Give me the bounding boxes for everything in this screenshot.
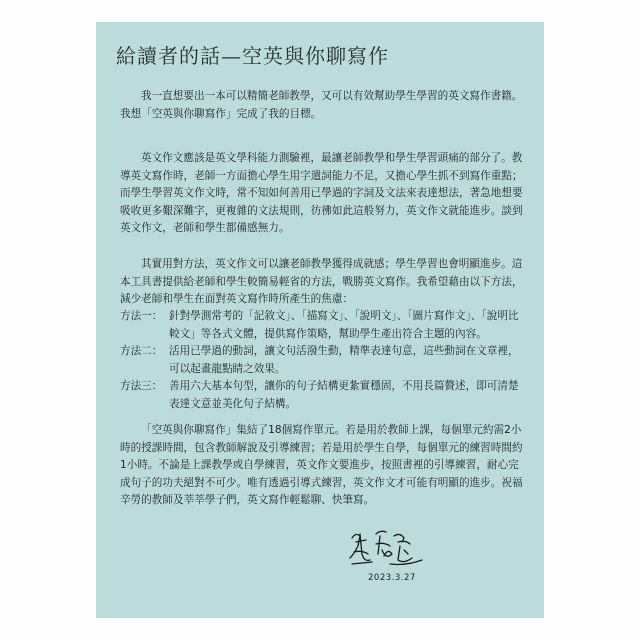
method-item xyxy=(120,378,524,413)
paragraph-text: 英文作文應該是英文學科能力測驗裡，最讓老師教學和學生學習頭痛的部分了。教導英文寫作時，老師一方面擔心學生用字遣詞能力不足，又擔心學生抓不到寫作重點；而學生學習英文作文時，常不知如何善用已學過的字詞及文法來表達想法，著急地想要吸收更多艱深難字，更複雜的文法規則，彷彿如此這般努力，英文作文就能進步。談到英文作文，老師和學生都備感無力。 xyxy=(120,152,523,235)
paragraph-solution xyxy=(120,256,524,309)
paragraph-text: 「空英與你聊寫作」集結了18個寫作單元。若是用於教師上課，每個單元約需2小時的授課時間，包含教師解說及引導練習；若是用於學生自學，每個單元的練習時間約1小時。不論是上課教學或自學練習，英文作文要進步，按照書裡的引導練習，耐心完成句子的功夫絕對不可少。唯有透過引導式練習，英文作文才可能有明顯的進步。祝福辛勞的教師及莘莘學子們，英文寫作輕鬆聊、快筆寫。 xyxy=(120,424,523,507)
method-text: 針對學測常考的「記敘文」、「描寫文」、「說明文」、「圖片寫作文」、「說明比較文」等各式文體，提供寫作策略，幫助學生產出符合主題的內容。 xyxy=(169,310,519,340)
paragraph-text: 我一直想要出一本可以精簡老師教學，又可以有效幫助學生學習的英文寫作書籍。我想「空英與你聊寫作」完成了我的目標。 xyxy=(120,90,523,120)
method-text: 善用六大基本句型，讓你的句子結構更紮實穩固，不用長篇贅述，即可清楚表達文意並美化句子結構。 xyxy=(169,380,519,410)
methods-list xyxy=(120,308,524,414)
method-text: 活用已學過的動詞，讓文句活潑生動，精準表達句意，這些動詞在文章裡，可以起畫龍點睛之效果。 xyxy=(169,345,519,375)
paragraph-intro xyxy=(120,88,524,123)
method-label: 方法三： xyxy=(120,380,163,393)
letter-date: 2023.3.27 xyxy=(368,573,416,583)
paragraph-text: 其實用對方法，英文作文可以讓老師教學獲得成就感；學生學習也會明顯進步。這本工具書提供給老師和學生較簡易輕省的方法，戰勝英文寫作。我希望藉由以下方法，減少老師和學生在面對英文寫作時所產生的焦慮： xyxy=(120,258,523,306)
method-label: 方法一： xyxy=(120,310,163,322)
method-label: 方法二： xyxy=(120,345,163,358)
paragraph-problem xyxy=(120,150,524,238)
method-item xyxy=(120,343,524,378)
letter-page xyxy=(96,22,544,618)
signature-image xyxy=(346,524,426,576)
paragraph-closing xyxy=(120,422,524,510)
method-item xyxy=(120,308,524,343)
page-title: 給讀者的話—空英與你聊寫作 xyxy=(116,44,389,68)
